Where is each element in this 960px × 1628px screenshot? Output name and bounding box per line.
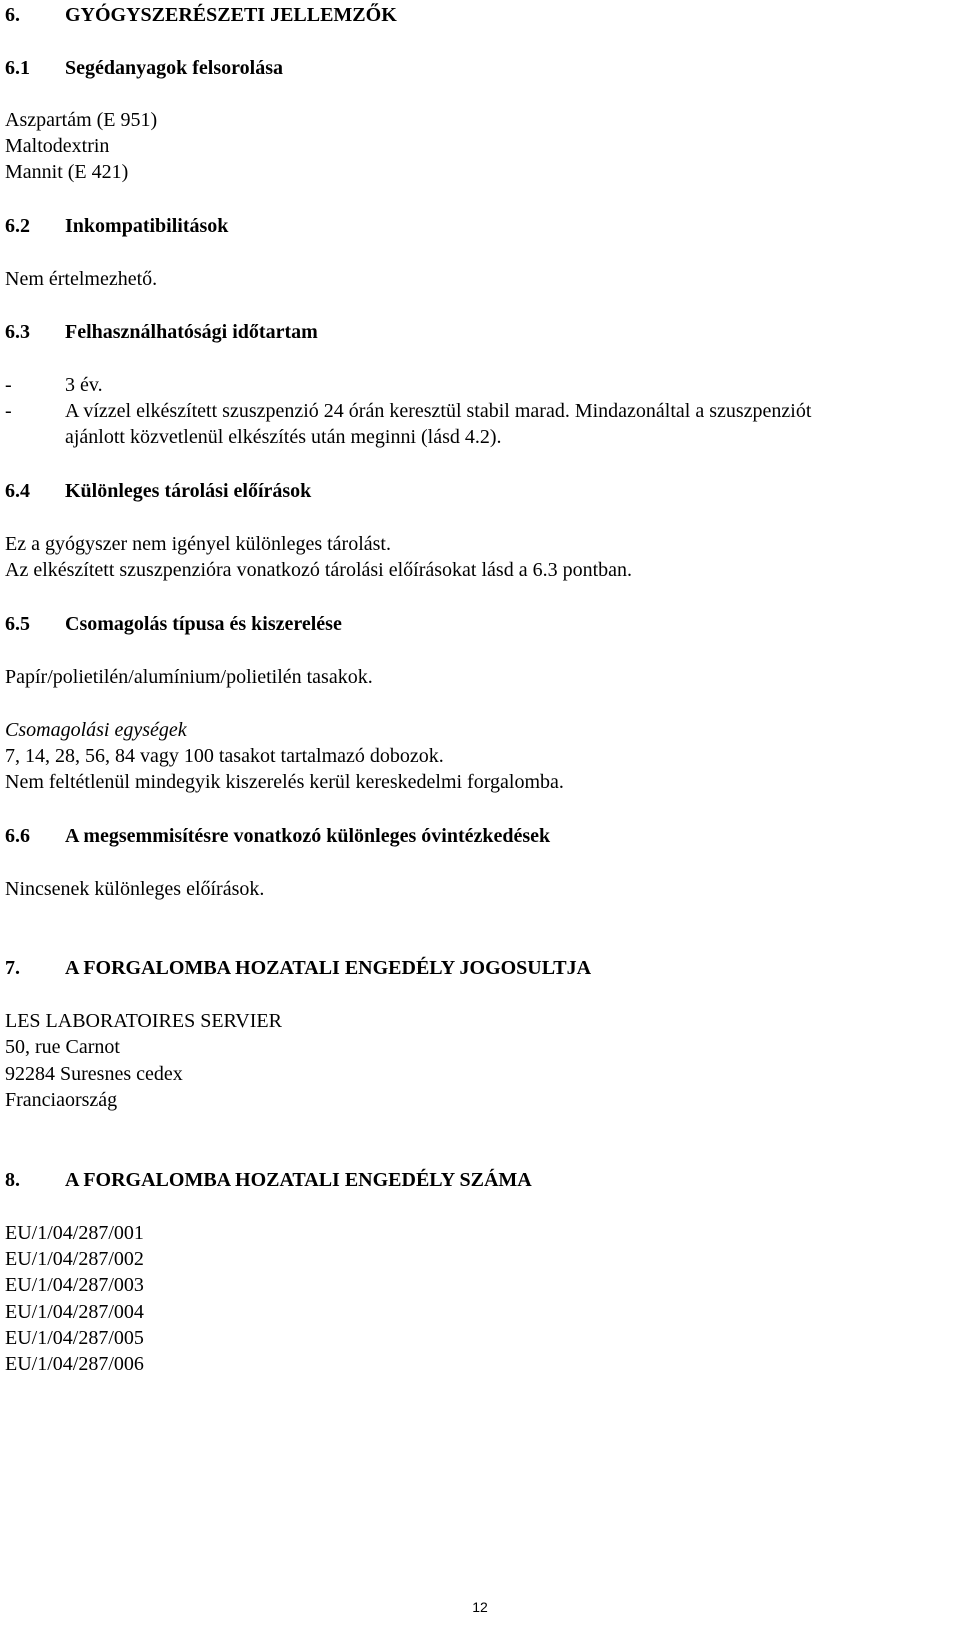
section-number: 6.1 <box>5 57 30 79</box>
excipient-item: Maltodextrin <box>5 135 110 157</box>
section-title: Segédanyagok felsorolása <box>65 57 283 79</box>
address-line: LES LABORATOIRES SERVIER <box>5 1010 282 1032</box>
page-number: 12 <box>472 1599 488 1615</box>
pack-sizes-subheading: Csomagolási egységek <box>5 719 187 741</box>
section-number: 6.6 <box>5 825 30 847</box>
address-line: 50, rue Carnot <box>5 1036 120 1058</box>
section-title: Különleges tárolási előírások <box>65 480 312 502</box>
address-line: 92284 Suresnes cedex <box>5 1063 183 1085</box>
shelf-life-bullet <box>5 398 811 424</box>
incompatibility-text: Nem értelmezhető. <box>5 268 158 290</box>
authorisation-number: EU/1/04/287/001 <box>5 1222 144 1244</box>
bullet-dash: - <box>5 400 12 422</box>
section-number: 6. <box>5 4 20 26</box>
bullet-text: 3 év. <box>65 374 103 396</box>
address-line: Franciaország <box>5 1089 118 1111</box>
pack-sizes-text: Nem feltétlenül mindegyik kiszerelés kerül kereskedelmi forgalomba. <box>5 771 564 793</box>
bullet-dash: - <box>5 374 12 396</box>
excipient-item: Aszpartám (E 951) <box>5 109 158 131</box>
authorisation-number: EU/1/04/287/004 <box>5 1301 144 1323</box>
section-8-heading <box>5 1167 532 1193</box>
section-number: 6.5 <box>5 613 30 635</box>
section-title: A megsemmisítésre vonatkozó különleges óvintézkedések <box>65 825 551 847</box>
authorisation-number: EU/1/04/287/006 <box>5 1353 144 1375</box>
section-6-1-heading <box>5 55 283 81</box>
section-title: Csomagolás típusa és kiszerelése <box>65 613 342 635</box>
section-title: GYÓGYSZERÉSZETI JELLEMZŐK <box>65 4 397 26</box>
section-number: 6.3 <box>5 321 30 343</box>
section-title: Inkompatibilitások <box>65 215 229 237</box>
bullet-continuation: ajánlott közvetlenül elkészítés után meginni (lásd 4.2). <box>65 426 502 448</box>
section-6-3-heading <box>5 319 318 345</box>
section-number: 7. <box>5 957 20 979</box>
section-7-heading <box>5 955 591 981</box>
section-title: A FORGALOMBA HOZATALI ENGEDÉLY JOGOSULTJA <box>65 957 592 979</box>
section-number: 8. <box>5 1169 20 1191</box>
authorisation-number: EU/1/04/287/002 <box>5 1248 144 1270</box>
storage-text: Az elkészített szuszpenzióra vonatkozó tárolási előírásokat lásd a 6.3 pontban. <box>5 559 633 581</box>
section-title: Felhasználhatósági időtartam <box>65 321 318 343</box>
disposal-text: Nincsenek különleges előírások. <box>5 878 265 900</box>
storage-text: Ez a gyógyszer nem igényel különleges tárolást. <box>5 533 391 555</box>
section-6-6-heading <box>5 823 550 849</box>
pack-sizes-text: 7, 14, 28, 56, 84 vagy 100 tasakot tartalmazó dobozok. <box>5 745 444 767</box>
section-6-5-heading <box>5 611 342 637</box>
excipient-item: Mannit (E 421) <box>5 161 129 183</box>
section-6-heading <box>5 2 397 28</box>
section-number: 6.2 <box>5 215 30 237</box>
authorisation-number: EU/1/04/287/003 <box>5 1274 144 1296</box>
authorisation-number: EU/1/04/287/005 <box>5 1327 144 1349</box>
section-6-4-heading <box>5 478 311 504</box>
section-title: A FORGALOMBA HOZATALI ENGEDÉLY SZÁMA <box>65 1169 532 1191</box>
packaging-text: Papír/polietilén/alumínium/polietilén tasakok. <box>5 666 373 688</box>
section-6-2-heading <box>5 213 228 239</box>
section-number: 6.4 <box>5 480 30 502</box>
shelf-life-bullet <box>5 372 103 398</box>
bullet-text: A vízzel elkészített szuszpenzió 24 órán keresztül stabil marad. Mindazonáltal a szuszpenziót <box>65 400 812 422</box>
